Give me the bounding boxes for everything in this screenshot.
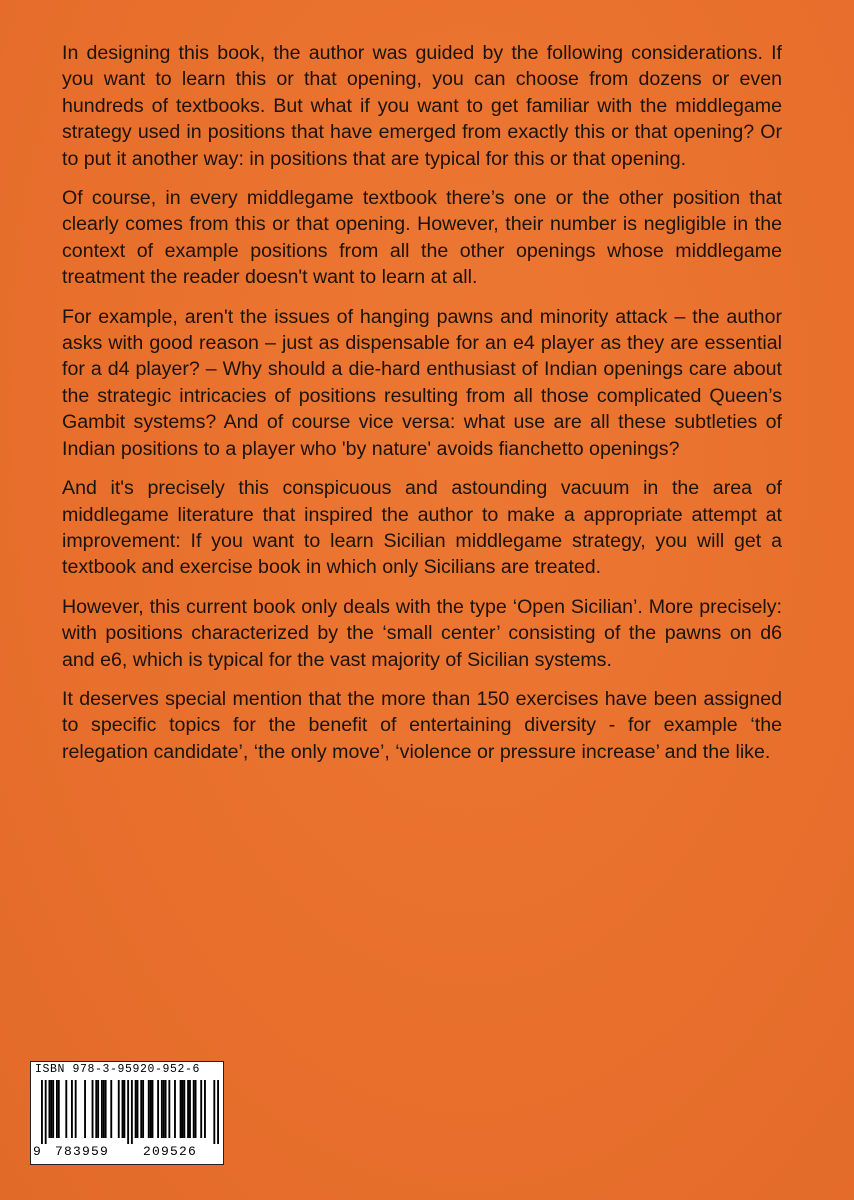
barcode-bar	[84, 1080, 86, 1138]
blurb-paragraph-1: In designing this book, the author was guided by the following considerations. If you want to learn this or that opening, you can choose from dozens or even hundreds of textbooks. But what if you want to get familiar with the middlegame strategy used in positions that have emerged from exactly this or that opening? Or to put it another way: in positions that are typical for this or that opening.	[62, 42, 782, 170]
blurb-text	[62, 40, 782, 778]
barcode-bar	[165, 1080, 167, 1138]
blurb-paragraph-5: However, this current book only deals with the type ‘Open Sicilian’. More precisely: with positions characterized by the ‘small center’ consisting of the pawns on d6 and e6, which is typical for the vast majority of Sicilian systems.	[62, 595, 782, 671]
barcode-bar	[50, 1080, 52, 1138]
barcode-bar	[58, 1080, 60, 1138]
barcode-bar	[75, 1080, 77, 1138]
barcode-bar	[52, 1080, 54, 1138]
barcode-bar	[189, 1080, 191, 1138]
blurb-paragraph-6: It deserves special mention that the more than 150 exercises have been assigned to specific topics for the benefit of entertaining diversity - for example ‘the relegation candidate’, ‘the only move’, ‘violence or pressure increase’ and the like.	[62, 687, 782, 763]
barcode-bar	[48, 1080, 50, 1138]
barcode-digits-right: 209526	[143, 1144, 198, 1159]
barcode-bar	[187, 1080, 189, 1138]
barcode-bar	[103, 1080, 105, 1138]
blurb-paragraph-2: Of course, in every middlegame textbook there’s one or the other position that clearly comes from this or that opening. However, their number is negligible in the context of example positions from all the other openings whose middlegame treatment the reader doesn't want to learn at all.	[62, 187, 782, 289]
barcode-bar	[193, 1080, 195, 1138]
barcode-bar	[92, 1080, 94, 1138]
barcode-bars	[41, 1080, 219, 1144]
barcode-bar	[41, 1080, 43, 1144]
barcode-bar	[204, 1080, 206, 1138]
barcode-bar	[127, 1080, 129, 1144]
barcode-bar	[142, 1080, 144, 1138]
blurb-paragraph-4: And it's precisely this conspicuous and astounding vacuum in the area of middlegame literature that inspired the author to make a appropriate attempt at improvement: If you want to learn Sicilian middlegame strategy, you will get a textbook and exercise book in which only Sicilians are treated.	[62, 477, 782, 579]
barcode-bar	[152, 1080, 154, 1138]
barcode-bar	[150, 1080, 152, 1138]
isbn-barcode	[30, 1061, 224, 1165]
barcode-bar	[56, 1080, 58, 1138]
barcode-bar	[131, 1080, 133, 1144]
barcode-bar	[168, 1080, 170, 1138]
barcode-bar	[122, 1080, 124, 1138]
barcode-bar	[180, 1080, 182, 1138]
barcode-bar	[183, 1080, 185, 1138]
barcode-bar	[161, 1080, 163, 1138]
barcode-digit-lead: 9	[33, 1144, 41, 1159]
barcode-bar	[217, 1080, 219, 1144]
barcode-bar	[213, 1080, 215, 1144]
barcode-bar	[71, 1080, 73, 1138]
barcode-bar	[118, 1080, 120, 1138]
isbn-label: ISBN 978-3-95920-952-6	[35, 1063, 201, 1076]
barcode-bar	[65, 1080, 67, 1138]
barcode-bar	[110, 1080, 112, 1138]
blurb-paragraph-3: For example, aren't the issues of hanging pawns and minority attack – the author asks with good reason – just as dispensable for an e4 player as they are essential for a d4 player? – Why should a die-hard enthusiast of Indian openings care about the strategic intricacies of positions resulting from all those complicated Queen’s Gambit systems? And of course vice versa: what use are all these subtleties of Indian positions to a player who 'by nature' avoids fianchetto openings?	[62, 305, 782, 460]
barcode-digits-left: 783959	[55, 1144, 110, 1159]
barcode-bar	[157, 1080, 159, 1138]
barcode-bar	[97, 1080, 99, 1138]
barcode-bar	[135, 1080, 137, 1138]
barcode-bar	[140, 1080, 142, 1138]
barcode-bar	[105, 1080, 107, 1138]
barcode-bar	[195, 1080, 197, 1138]
barcode-bar	[163, 1080, 165, 1138]
barcode-bar	[123, 1080, 125, 1138]
barcode-bar	[101, 1080, 103, 1138]
barcode-bar	[174, 1080, 176, 1138]
barcode-bar	[148, 1080, 150, 1138]
barcode-bar	[95, 1080, 97, 1138]
barcode-bar	[182, 1080, 184, 1138]
barcode-bar	[137, 1080, 139, 1138]
barcode-bar	[45, 1080, 47, 1144]
barcode-bar	[200, 1080, 202, 1138]
